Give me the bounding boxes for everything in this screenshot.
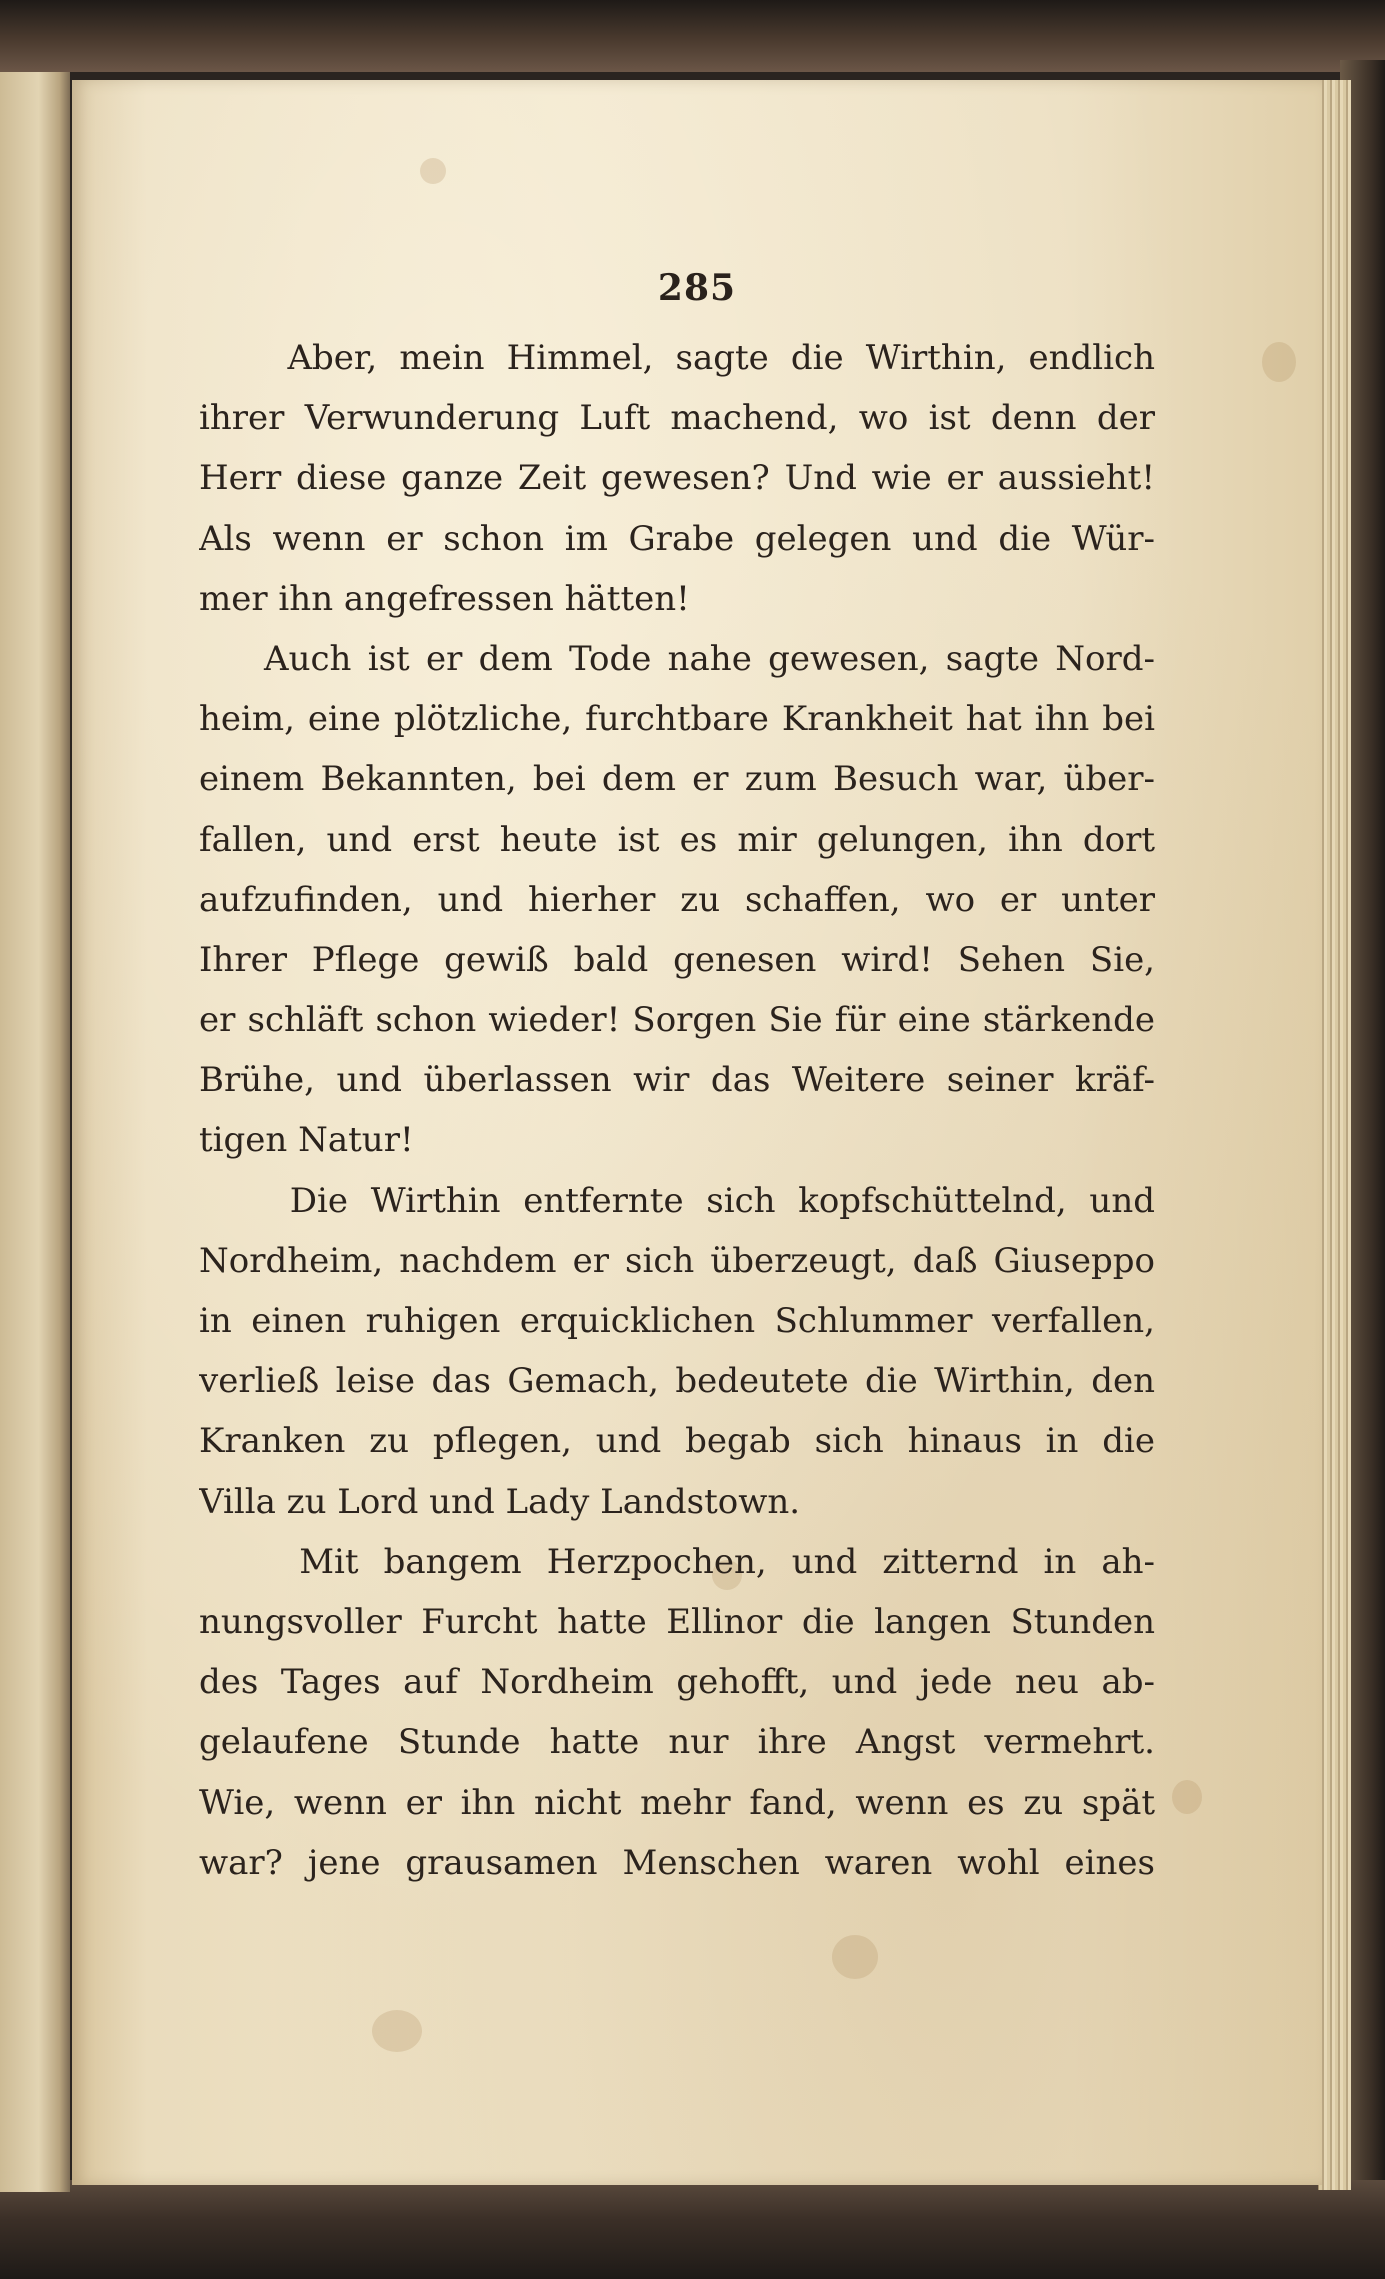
text-line: er schläft schon wieder! Sorgen Sie für eine stärkende (199, 1000, 1155, 1041)
text-line: Nordheim, nachdem er sich überzeugt, daß Giuseppo (199, 1240, 1155, 1281)
text-line: einem Bekannten, bei dem er zum Besuch war, über- (199, 759, 1155, 800)
foxing-spot (832, 1935, 878, 1979)
text-line: in einen ruhigen erquicklichen Schlummer verfallen, (199, 1301, 1155, 1341)
text-line: des Tages auf Nordheim gehofft, und jede neu ab- (199, 1662, 1155, 1703)
text-line: Auch ist er dem Tode nahe gewesen, sagte Nord- (199, 638, 1155, 679)
foxing-spot (420, 158, 446, 184)
text-line: Ihrer Pflege gewiß bald genesen wird! Sehen Sie, (199, 939, 1155, 980)
book-cover-top-edge (0, 0, 1385, 72)
text-line: aufzufinden, und hierher zu schaffen, wo er unter (199, 879, 1155, 920)
foxing-spot (1262, 342, 1296, 382)
text-line: war? jene grausamen Menschen waren wohl eines (199, 1842, 1155, 1883)
book-page (72, 80, 1322, 2185)
text-line: tigen Natur! (199, 1120, 414, 1161)
text-line: heim, eine plötzliche, furchtbare Krankheit hat ihn bei (199, 699, 1155, 740)
text-line: fallen, und erst heute ist es mir gelungen, ihn dort (199, 819, 1155, 860)
book-cover-bottom-edge (0, 2180, 1385, 2279)
foxing-spot (1172, 1780, 1202, 1814)
text-line: ihrer Verwunderung Luft machend, wo ist denn der (199, 398, 1155, 439)
text-line: gelaufene Stunde hatte nur ihre Angst vermehrt. (199, 1722, 1155, 1763)
text-line: Aber, mein Himmel, sagte die Wirthin, endlich (199, 338, 1155, 378)
text-line: Wie, wenn er ihn nicht mehr fand, wenn es zu spät (199, 1782, 1155, 1823)
text-line: Brühe, und überlassen wir das Weitere seiner kräf- (199, 1060, 1155, 1101)
text-line: Herr diese ganze Zeit gewesen? Und wie er aussieht! (199, 458, 1155, 499)
page-number: 285 (657, 267, 737, 309)
text-line: Als wenn er schon im Grabe gelegen und die Wür- (199, 518, 1155, 559)
text-line: Die Wirthin entfernte sich kopfschüttelnd, und (199, 1180, 1155, 1221)
body-text (199, 328, 1155, 1893)
foxing-spot (372, 2010, 422, 2052)
text-line: nungsvoller Furcht hatte Ellinor die langen Stunden (199, 1601, 1155, 1642)
page-stack-edges (1318, 80, 1351, 2190)
text-line: mer ihn angefressen hätten! (199, 578, 690, 619)
text-line: Kranken zu pflegen, und begab sich hinaus in die (199, 1421, 1155, 1462)
text-line: Villa zu Lord und Lady Landstown. (199, 1481, 801, 1522)
text-line: verließ leise das Gemach, bedeutete die Wirthin, den (199, 1361, 1155, 1402)
text-line: Mit bangem Herzpochen, und zitternd in ah- (199, 1541, 1155, 1582)
previous-page-edge (0, 72, 70, 2192)
